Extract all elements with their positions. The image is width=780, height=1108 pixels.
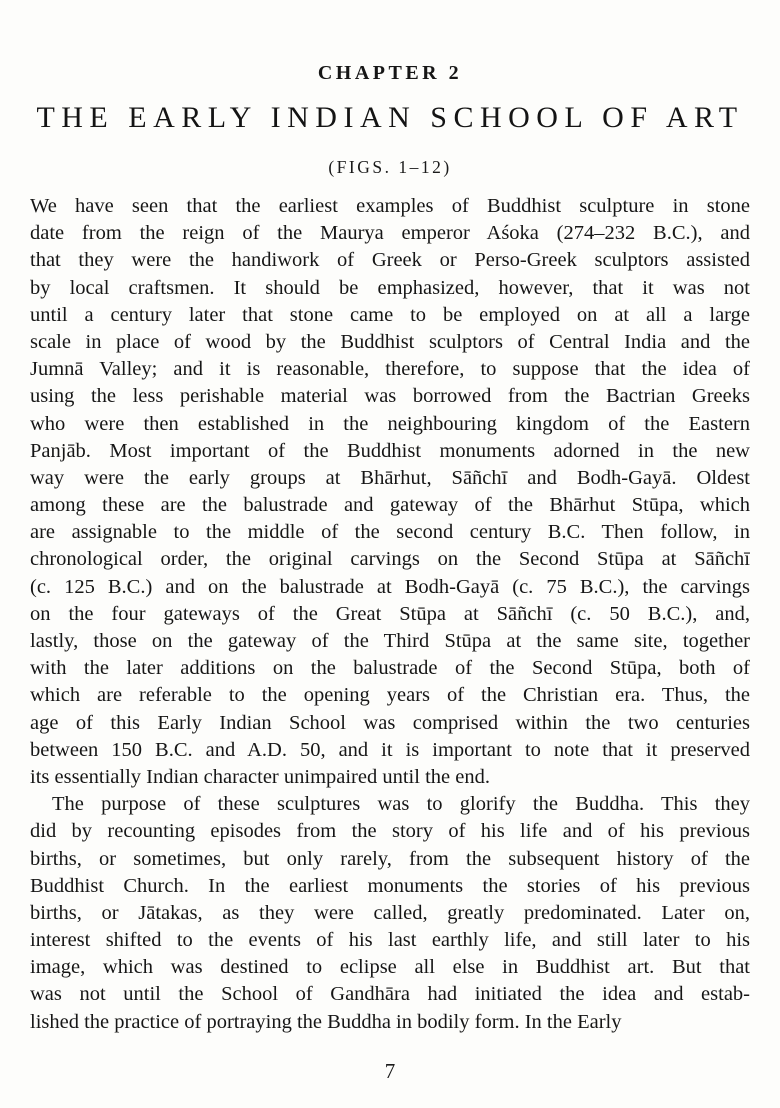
text-line: among these are the balustrade and gateway of the Bhārhut Stūpa, which: [30, 494, 750, 517]
text-line: births, or Jātakas, as they were called, greatly predominated. Later on,: [30, 901, 750, 924]
page-title: THE EARLY INDIAN SCHOOL OF ART: [36, 101, 744, 134]
figures-reference-label: (FIGS. 1–12): [328, 157, 452, 177]
text-line: Panjāb. Most important of the Buddhist monuments adorned in the new: [30, 439, 750, 462]
text-line: age of this Early Indian School was comprised within the two centuries: [30, 711, 750, 734]
text-line: The purpose of these sculptures was to glorify the Buddha. This they: [52, 793, 750, 816]
text-line: chronological order, the original carvings on the Second Stūpa at Sāñchī: [30, 548, 750, 571]
text-line: between 150 B.C. and A.D. 50, and it is important to note that it preserved: [30, 738, 750, 761]
page-number: 7: [384, 1059, 396, 1083]
text-line: was not until the School of Gandhāra had initiated the idea and estab-: [30, 983, 750, 1006]
text-line: using the less perishable material was borrowed from the Bactrian Greeks: [30, 385, 750, 408]
text-line: date from the reign of the Maurya emperor Aśoka (274–232 B.C.), and: [30, 222, 750, 245]
chapter-label: CHAPTER 2: [317, 62, 463, 84]
text-line: which are referable to the opening years of the Christian era. Thus, the: [30, 684, 750, 707]
text-line: did by recounting episodes from the story of his life and of his previous: [30, 820, 750, 843]
text-line: are assignable to the middle of the second century B.C. Then follow, in: [30, 521, 750, 544]
text-line: its essentially Indian character unimpaired until the end.: [30, 765, 490, 788]
text-line: births, or sometimes, but only rarely, from the subsequent history of the: [30, 847, 750, 870]
text-line: that they were the handiwork of Greek or Perso-Greek sculptors assisted: [30, 249, 750, 272]
text-line: by local craftsmen. It should be emphasized, however, that it was not: [30, 276, 750, 299]
text-line: We have seen that the earliest examples of Buddhist sculpture in stone: [30, 195, 750, 217]
book-page: [30, 0, 750, 1108]
text-line: until a century later that stone came to be employed on at all a large: [30, 303, 750, 326]
text-line: lished the practice of portraying the Buddha in bodily form. In the Early: [30, 1010, 622, 1033]
text-line: Jumnā Valley; and it is reasonable, therefore, to suppose that the idea of: [30, 358, 750, 381]
text-line: scale in place of wood by the Buddhist sculptors of Central India and the: [30, 330, 750, 353]
text-line: image, which was destined to eclipse all else in Buddhist art. But that: [30, 956, 750, 979]
paragraph: [30, 791, 750, 1036]
paragraphs: [30, 193, 750, 1036]
paragraph: [30, 193, 750, 791]
text-line: who were then established in the neighbouring kingdom of the Eastern: [30, 412, 750, 435]
text-line: (c. 125 B.C.) and on the balustrade at Bodh-Gayā (c. 75 B.C.), the carvings: [30, 575, 750, 598]
text-line: on the four gateways of the Great Stūpa at Sāñchī (c. 50 B.C.), and,: [30, 602, 750, 625]
text-line: way were the early groups at Bhārhut, Sāñchī and Bodh-Gayā. Oldest: [30, 466, 750, 489]
text-line: Buddhist Church. In the earliest monuments the stories of his previous: [30, 874, 750, 897]
text-line: interest shifted to the events of his last earthly life, and still later to his: [30, 929, 750, 952]
text-line: lastly, those on the gateway of the Third Stūpa at the same site, together: [30, 630, 750, 652]
text-line: with the later additions on the balustrade of the Second Stūpa, both of: [30, 657, 750, 680]
